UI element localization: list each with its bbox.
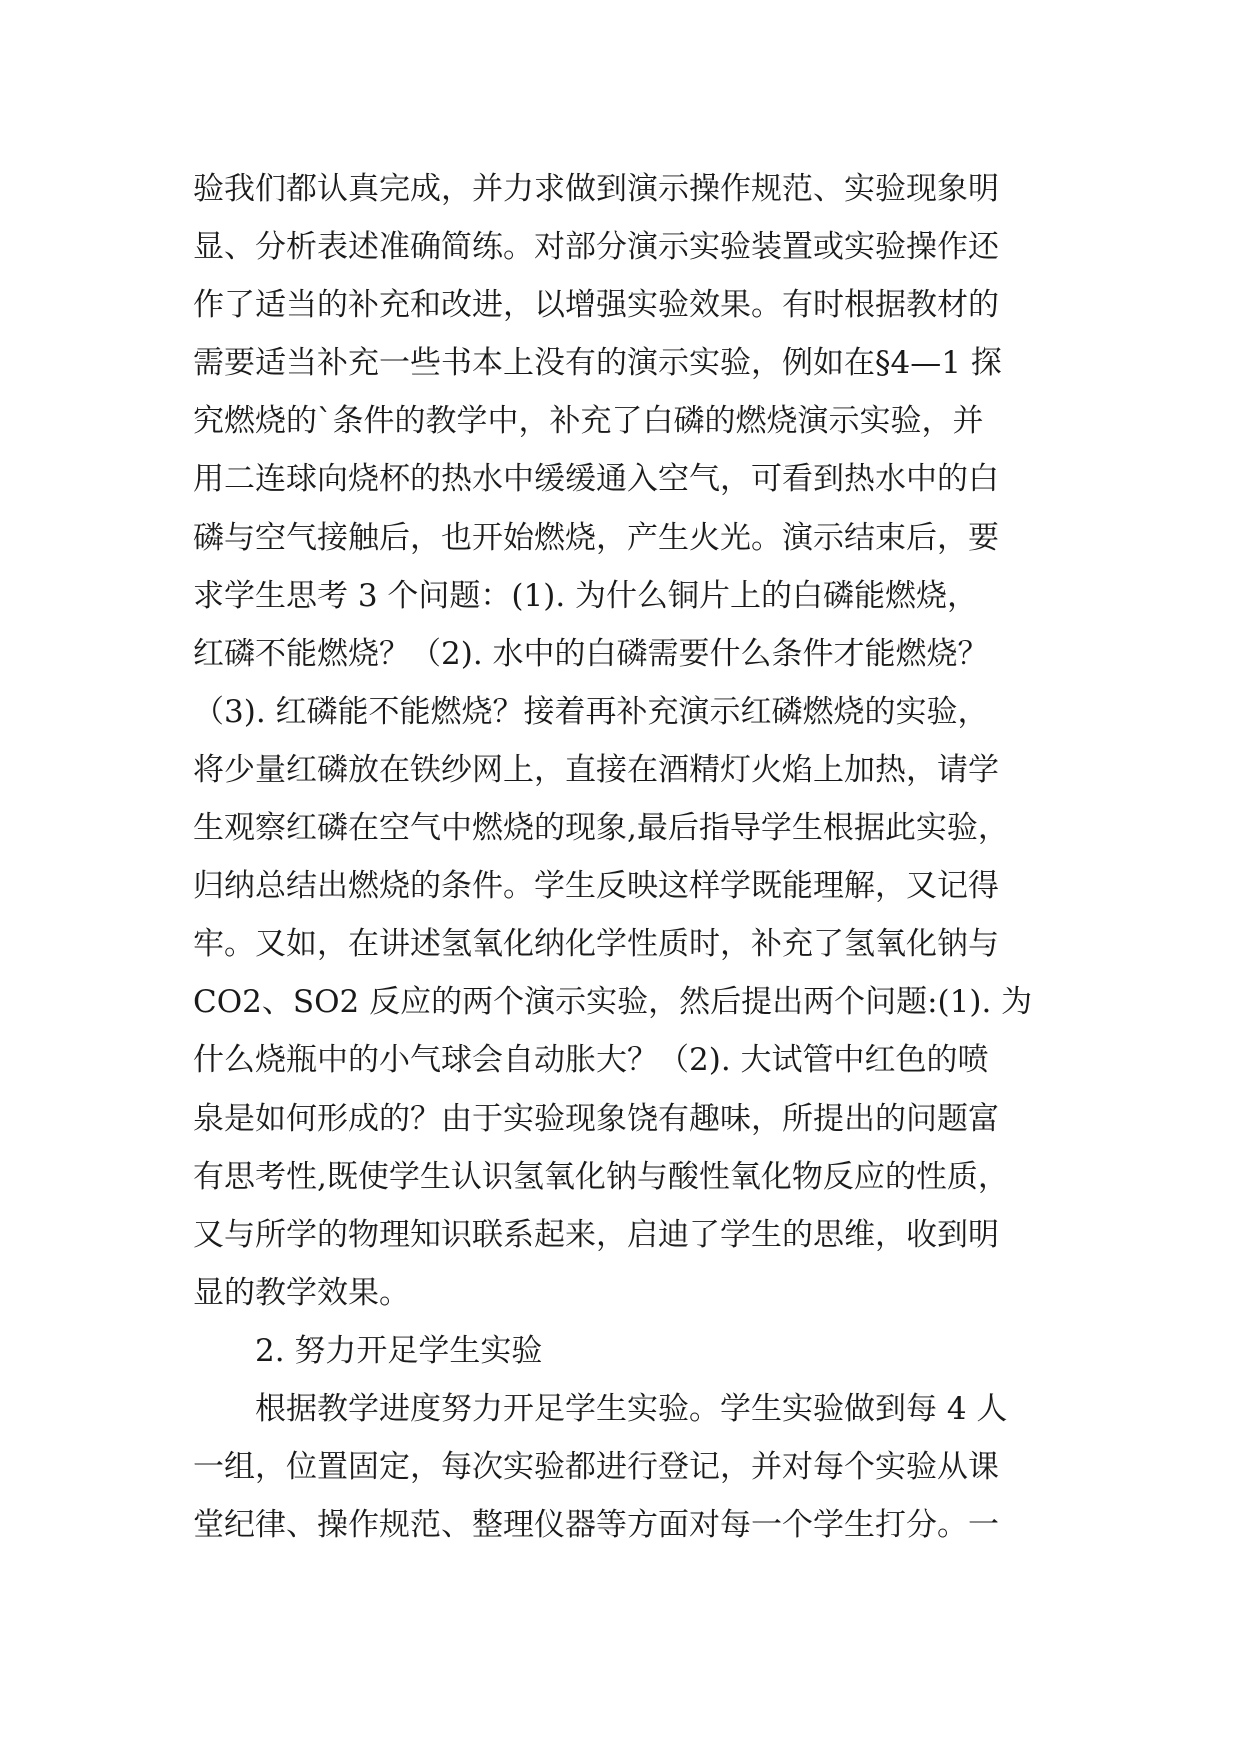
- text-line: 有思考性,既使学生认识氢氧化钠与酸性氧化物反应的性质，: [193, 1158, 1009, 1195]
- text-line: 作了适当的补充和改进，以增强实验效果。有时根据教材的: [193, 287, 999, 324]
- text-line: CO2、SO2 反应的两个演示实验，然后提出两个问题:(1). 为: [193, 984, 1033, 1021]
- text-line: 泉是如何形成的？由于实验现象饶有趣味，所提出的问题富: [193, 1100, 999, 1137]
- text-line: 磷与空气接触后，也开始燃烧，产生火光。演示结束后，要: [193, 519, 999, 556]
- text-line: 堂纪律、操作规范、整理仪器等方面对每一个学生打分。一: [193, 1507, 999, 1544]
- text-line: 求学生思考 3 个问题：(1). 为什么铜片上的白磷能燃烧，: [193, 577, 979, 614]
- text-line: （3). 红磷能不能燃烧？接着再补充演示红磷燃烧的实验，: [193, 693, 989, 730]
- text-line: 将少量红磷放在铁纱网上，直接在酒精灯火焰上加热，请学: [193, 751, 999, 788]
- section-heading: 2. 努力开足学生实验: [255, 1332, 543, 1369]
- text-line: 验我们都认真完成，并力求做到演示操作规范、实验现象明: [193, 171, 999, 207]
- text-line: 究燃烧的`条件的教学中，补充了白磷的燃烧演示实验，并: [193, 403, 984, 440]
- text-line: 归纳总结出燃烧的条件。学生反映这样学既能理解，又记得: [193, 868, 999, 905]
- text-line: 需要适当补充一些书本上没有的演示实验，例如在§4—1 探: [193, 345, 1002, 382]
- text-line: 用二连球向烧杯的热水中缓缓通入空气，可看到热水中的白: [193, 461, 999, 498]
- text-line: 一组，位置固定，每次实验都进行登记，并对每个实验从课: [193, 1449, 999, 1486]
- text-line: 显的教学效果。: [193, 1274, 410, 1311]
- text-line: 显、分析表述准确简练。对部分演示实验装置或实验操作还: [193, 229, 999, 266]
- text-line: 牢。又如，在讲述氢氧化纳化学性质时，补充了氢氧化钠与: [193, 926, 999, 963]
- text-line: 又与所学的物理知识联系起来，启迪了学生的思维，收到明: [193, 1216, 999, 1253]
- text-line: 什么烧瓶中的小气球会自动胀大？（2). 大试管中红色的喷: [193, 1042, 989, 1079]
- text-line: 根据教学进度努力开足学生实验。学生实验做到每 4 人: [255, 1390, 1008, 1427]
- text-line: 红磷不能燃烧？（2). 水中的白磷需要什么条件才能燃烧？: [193, 635, 989, 672]
- document-body: [193, 160, 1073, 1554]
- text-line: 生观察红磷在空气中燃烧的现象,最后指导学生根据此实验，: [193, 810, 1009, 847]
